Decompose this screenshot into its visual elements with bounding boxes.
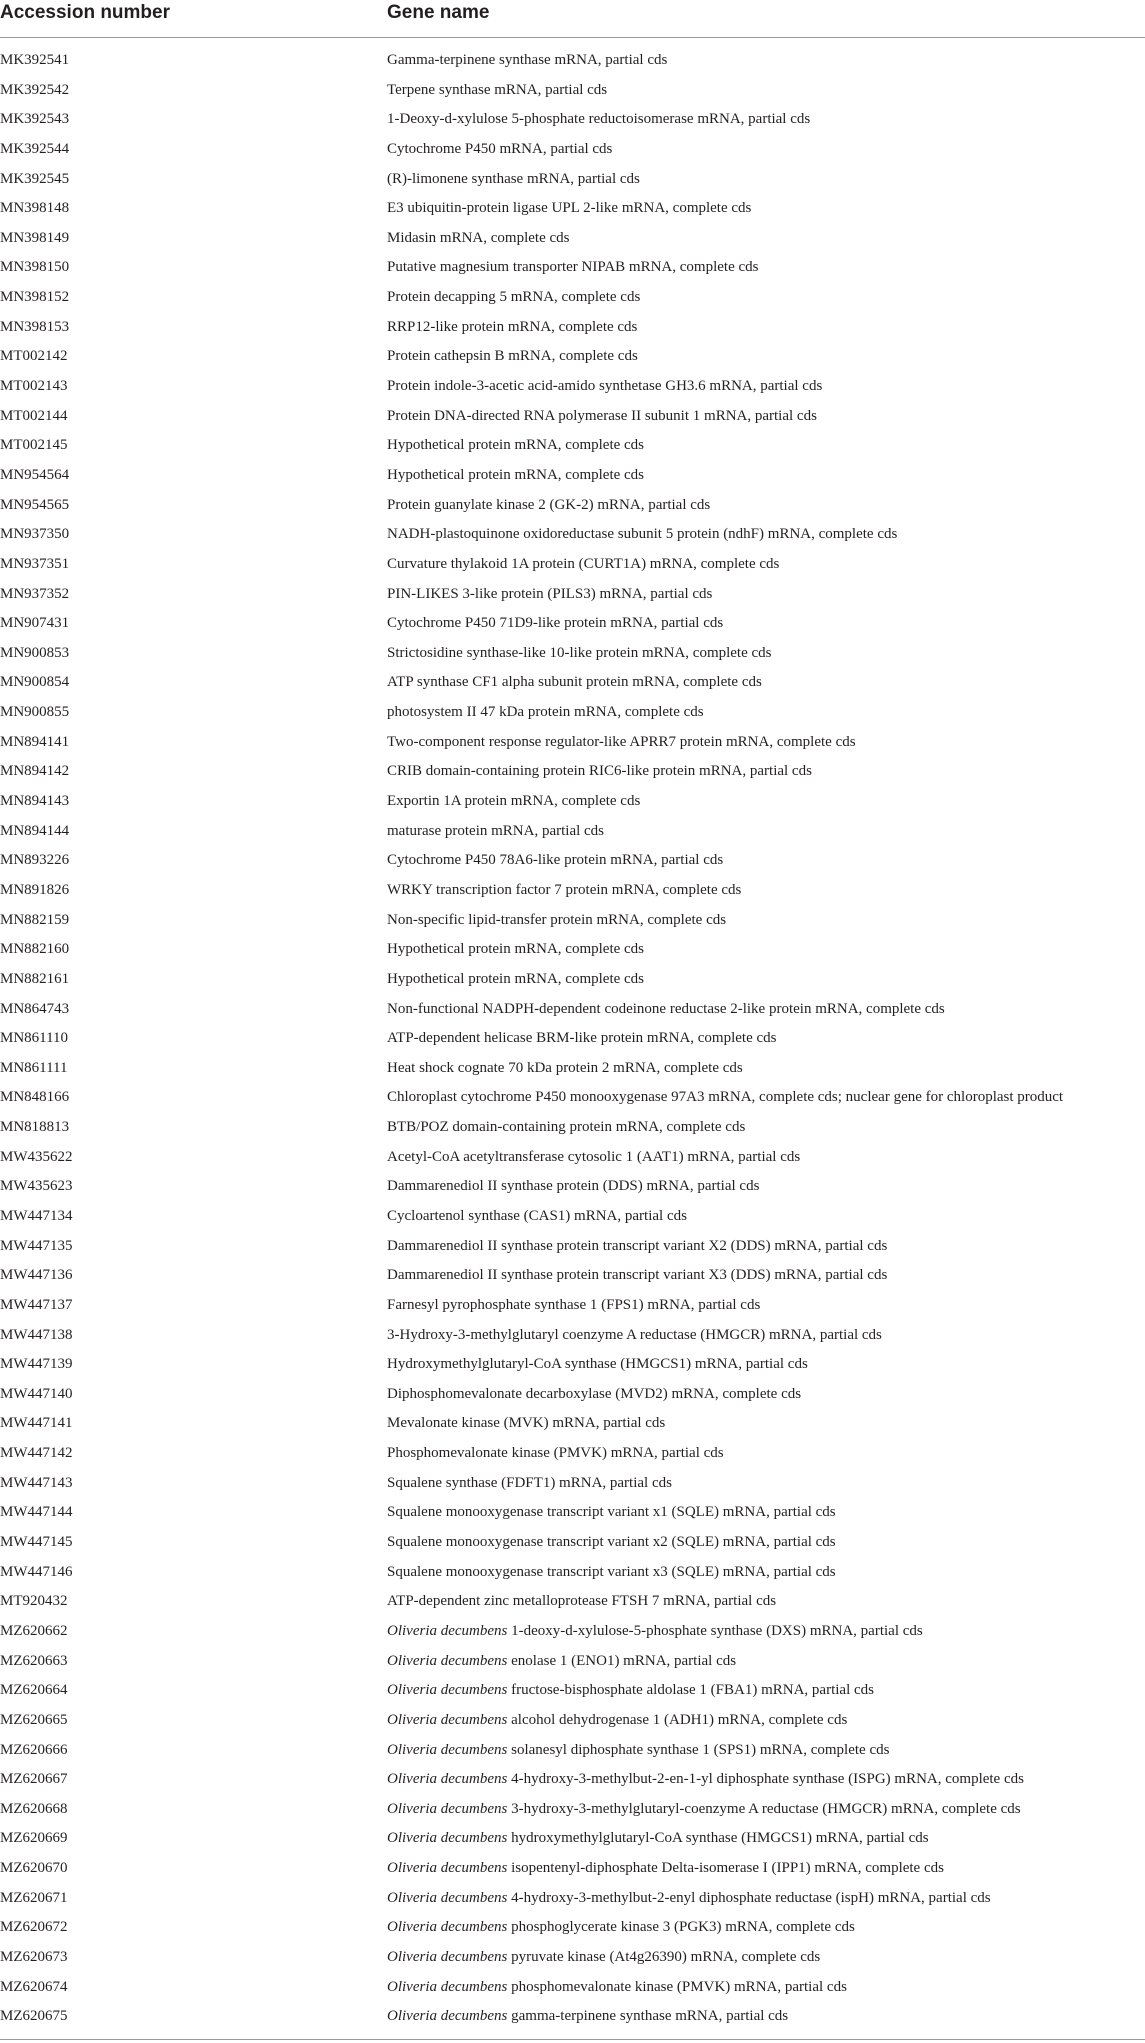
gene-description: gamma-terpinene synthase mRNA, partial cds [507, 2008, 789, 2025]
table-row [0, 1975, 1145, 2005]
gene-description: 4-hydroxy-3-methylbut-2-en-1-yl diphosphate synthase (ISPG) mRNA, complete cds [507, 1771, 1024, 1788]
gene-description: Squalene monooxygenase transcript variant x2 (SQLE) mRNA, partial cds [387, 1534, 836, 1551]
accession-number-cell: MN882161 [0, 970, 70, 987]
accession-number-cell: MZ620669 [0, 1830, 68, 1847]
accession-number-cell: MK392544 [0, 140, 70, 157]
table-row [0, 848, 1145, 878]
gene-name-cell [387, 1890, 991, 1907]
gene-name-cell [387, 704, 704, 721]
table-row [0, 1500, 1145, 1530]
gene-description: Putative magnesium transporter NIPAB mRNA, complete cds [387, 259, 759, 276]
table-row [0, 759, 1145, 789]
gene-name-cell [387, 645, 772, 662]
accession-number-cell: MN882160 [0, 941, 70, 958]
table-row [0, 344, 1145, 374]
gene-description: NADH-plastoquinone oxidoreductase subunit 5 protein (ndhF) mRNA, complete cds [387, 526, 898, 543]
species-name: Oliveria decumbens [387, 1741, 508, 1758]
accession-number-cell: MW447144 [0, 1504, 73, 1521]
accession-number-cell: MN900854 [0, 674, 70, 691]
gene-name-cell [387, 82, 607, 99]
accession-number-cell: MN398148 [0, 200, 70, 217]
gene-description: Dammarenediol II synthase protein transcript variant X3 (DDS) mRNA, partial cds [387, 1267, 888, 1284]
gene-description: pyruvate kinase (At4g26390) mRNA, complete cds [507, 1949, 821, 1965]
table-row [0, 670, 1145, 700]
accession-number-cell: MZ620671 [0, 1889, 68, 1906]
gene-description: PIN-LIKES 3-like protein (PILS3) mRNA, partial cds [387, 585, 713, 602]
table-row [0, 1026, 1145, 1056]
gene-description: maturase protein mRNA, partial cds [387, 822, 605, 839]
table-row [0, 1619, 1145, 1649]
gene-description: Squalene monooxygenase transcript variant x3 (SQLE) mRNA, partial cds [387, 1563, 836, 1580]
gene-name-cell [387, 348, 638, 365]
gene-description: Non-specific lipid-transfer protein mRNA, complete cds [387, 911, 727, 928]
gene-description: Terpene synthase mRNA, partial cds [387, 81, 608, 98]
gene-name-cell [387, 1445, 724, 1462]
gene-name-cell [387, 1682, 874, 1699]
gene-description: photosystem II 47 kDa protein mRNA, complete cds [387, 704, 704, 721]
accession-number-cell: MN818813 [0, 1119, 70, 1136]
accession-number-cell: MK392542 [0, 81, 70, 98]
table-row [0, 78, 1145, 108]
accession-number-cell: MT920432 [0, 1593, 68, 1610]
header-accession-number: Accession number [0, 2, 170, 23]
gene-name-cell [387, 852, 723, 869]
gene-name-cell [387, 1327, 882, 1344]
gene-name-cell [387, 1297, 760, 1314]
gene-description: Cytochrome P450 71D9-like protein mRNA, partial cds [387, 615, 724, 632]
accession-number-cell: MN937350 [0, 526, 70, 543]
table-row [0, 1085, 1145, 1115]
gene-name-cell [387, 674, 762, 691]
gene-description: Exportin 1A protein mRNA, complete cds [387, 793, 641, 810]
gene-description: Cytochrome P450 mRNA, partial cds [387, 140, 613, 157]
table-row [0, 1826, 1145, 1856]
gene-name-cell [387, 1475, 672, 1492]
accession-number-cell: MK392545 [0, 170, 70, 187]
accession-number-cell: MW447134 [0, 1207, 73, 1224]
gene-name-cell [387, 526, 897, 543]
accession-number-cell: MW447146 [0, 1563, 73, 1580]
gene-description: 1-deoxy-d-xylulose-5-phosphate synthase (DXS) mRNA, partial cds [507, 1622, 923, 1639]
gene-name-cell [387, 111, 810, 128]
gene-description: Strictosidine synthase-like 10-like protein mRNA, complete cds [387, 644, 772, 661]
gene-name-cell [387, 823, 604, 840]
accession-number-cell: MN848166 [0, 1089, 70, 1106]
accession-number-cell: MZ620663 [0, 1652, 68, 1669]
gene-name-cell [387, 1830, 929, 1847]
gene-description: Protein indole-3-acetic acid-amido synthetase GH3.6 mRNA, partial cds [387, 378, 823, 395]
gene-name-cell [387, 52, 667, 69]
accession-number-cell: MK392543 [0, 111, 70, 128]
accession-number-cell: MN894144 [0, 822, 70, 839]
table-header [0, 0, 1145, 38]
gene-name-cell [387, 259, 758, 276]
table-row [0, 611, 1145, 641]
gene-name-cell [387, 171, 640, 188]
gene-description: Dammarenediol II synthase protein transcript variant X2 (DDS) mRNA, partial cds [387, 1237, 888, 1254]
gene-description: Hypothetical protein mRNA, complete cds [387, 941, 645, 958]
table-row [0, 967, 1145, 997]
gene-name-cell [387, 1949, 820, 1966]
table-row [0, 1797, 1145, 1827]
table-row [0, 1886, 1145, 1916]
accession-number-cell: MN398150 [0, 259, 70, 276]
gene-name-cell [387, 1771, 1024, 1788]
table-row [0, 137, 1145, 167]
accession-number-cell: MZ620664 [0, 1682, 68, 1699]
gene-name-cell [387, 1001, 945, 1018]
table-row [0, 522, 1145, 552]
species-name: Oliveria decumbens [387, 1860, 508, 1877]
gene-description: Farnesyl pyrophosphate synthase 1 (FPS1) mRNA, partial cds [387, 1296, 761, 1313]
table-row [0, 1530, 1145, 1560]
gene-description: Protein DNA-directed RNA polymerase II subunit 1 mRNA, partial cds [387, 407, 817, 424]
gene-description: Hydroxymethylglutaryl-CoA synthase (HMGCS1) mRNA, partial cds [387, 1356, 808, 1373]
table-row [0, 1738, 1145, 1768]
gene-description: Hypothetical protein mRNA, complete cds [387, 466, 645, 483]
gene-name-cell [387, 912, 726, 929]
gene-description: BTB/POZ domain-containing protein mRNA, complete cds [387, 1119, 746, 1136]
table-row [0, 1471, 1145, 1501]
gene-name-cell [387, 2008, 788, 2025]
gene-name-cell [387, 497, 710, 514]
accession-number-cell: MT002144 [0, 407, 68, 424]
species-name: Oliveria decumbens [387, 2008, 508, 2025]
accession-number-cell: MN954565 [0, 496, 70, 513]
table-row [0, 1678, 1145, 1708]
table-row [0, 315, 1145, 345]
gene-description: enolase 1 (ENO1) mRNA, partial cds [507, 1652, 737, 1669]
table-row [0, 1056, 1145, 1086]
gene-name-cell [387, 1178, 759, 1195]
table-row [0, 1411, 1145, 1441]
accession-number-cell: MW447138 [0, 1326, 73, 1343]
header-gene-name: Gene name [387, 2, 490, 23]
gene-name-cell [387, 586, 712, 603]
gene-description: Chloroplast cytochrome P450 monooxygenase 97A3 mRNA, complete cds; nuclear gene for chloroplast product [387, 1089, 1064, 1106]
gene-name-cell [387, 1089, 1063, 1106]
table-row [0, 819, 1145, 849]
gene-name-cell [387, 1356, 808, 1373]
table-bottom-rule [0, 2039, 1145, 2040]
species-name: Oliveria decumbens [387, 1978, 508, 1995]
table-row [0, 582, 1145, 612]
accession-number-cell: MZ620662 [0, 1622, 68, 1639]
accession-number-cell: MN894143 [0, 793, 70, 810]
gene-name-cell [387, 1208, 687, 1225]
gene-name-cell [387, 763, 812, 780]
table-row [0, 196, 1145, 226]
table-row [0, 1589, 1145, 1619]
gene-name-cell [387, 941, 644, 958]
gene-description: solanesyl diphosphate synthase 1 (SPS1) mRNA, complete cds [507, 1741, 890, 1758]
gene-description: Hypothetical protein mRNA, complete cds [387, 437, 645, 454]
accession-number-cell: MK392541 [0, 52, 70, 68]
accession-number-cell: MW447137 [0, 1296, 73, 1313]
gene-name-cell [387, 1415, 665, 1432]
accession-number-cell: MN893226 [0, 852, 70, 869]
gene-description: 4-hydroxy-3-methylbut-2-enyl diphosphate reductase (ispH) mRNA, partial cds [507, 1889, 991, 1906]
gene-description: Dammarenediol II synthase protein (DDS) mRNA, partial cds [387, 1178, 760, 1195]
table-row [0, 1352, 1145, 1382]
table-row [0, 374, 1145, 404]
species-name: Oliveria decumbens [387, 1652, 508, 1669]
gene-name-cell [387, 467, 644, 484]
table-row [0, 878, 1145, 908]
table-row [0, 908, 1145, 938]
gene-description: (R)-limonene synthase mRNA, partial cds [387, 170, 640, 187]
table-row [0, 167, 1145, 197]
table-row [0, 789, 1145, 819]
gene-name-cell [387, 1060, 743, 1077]
species-name: Oliveria decumbens [387, 1889, 508, 1906]
table-row [0, 255, 1145, 285]
accession-number-cell: MZ620673 [0, 1949, 68, 1965]
gene-name-cell [387, 1979, 847, 1996]
accession-number-cell: MN398149 [0, 229, 70, 246]
accession-number-cell: MZ620668 [0, 1800, 68, 1817]
gene-name-cell [387, 615, 723, 632]
accession-number-cell: MN398153 [0, 318, 70, 335]
species-name: Oliveria decumbens [387, 1622, 508, 1639]
gene-description: 3-hydroxy-3-methylglutaryl-coenzyme A reductase (HMGCR) mRNA, complete cds [507, 1800, 1021, 1817]
accession-number-cell: MN937351 [0, 555, 70, 572]
gene-description: Midasin mRNA, complete cds [387, 229, 570, 246]
gene-description: WRKY transcription factor 7 protein mRNA, complete cds [387, 881, 742, 898]
accession-number-cell: MZ620670 [0, 1860, 68, 1877]
gene-name-cell [387, 556, 779, 573]
accession-number-cell: MW447141 [0, 1415, 73, 1432]
species-name: Oliveria decumbens [387, 1682, 508, 1699]
accession-number-cell: MT002142 [0, 348, 68, 365]
gene-description: E3 ubiquitin-protein ligase UPL 2-like mRNA, complete cds [387, 200, 752, 217]
accession-number-cell: MW447135 [0, 1237, 73, 1254]
gene-description: Cycloartenol synthase (CAS1) mRNA, partial cds [387, 1207, 687, 1224]
gene-name-cell [387, 1386, 801, 1403]
gene-description: isopentenyl-diphosphate Delta-isomerase I (IPP1) mRNA, complete cds [507, 1860, 944, 1877]
table-row [0, 700, 1145, 730]
gene-description: fructose-bisphosphate aldolase 1 (FBA1) mRNA, partial cds [507, 1682, 874, 1699]
gene-description: Cytochrome P450 78A6-like protein mRNA, partial cds [387, 852, 724, 869]
accession-number-cell: MZ620675 [0, 2008, 68, 2025]
accession-number-cell: MN954564 [0, 466, 70, 483]
table-row [0, 1560, 1145, 1590]
gene-name-cell [387, 1267, 887, 1284]
gene-description: Protein cathepsin B mRNA, complete cds [387, 348, 638, 365]
accession-number-cell: MW447142 [0, 1445, 73, 1462]
table-row [0, 107, 1145, 137]
gene-description: Mevalonate kinase (MVK) mRNA, partial cds [387, 1415, 666, 1432]
gene-description: Protein guanylate kinase 2 (GK-2) mRNA, partial cds [387, 496, 711, 513]
accession-number-cell: MT002145 [0, 437, 68, 454]
species-name: Oliveria decumbens [387, 1711, 508, 1728]
table-row [0, 1945, 1145, 1975]
gene-name-cell [387, 882, 741, 899]
table-row [0, 997, 1145, 1027]
gene-name-cell [387, 1534, 836, 1551]
species-name: Oliveria decumbens [387, 1800, 508, 1817]
accession-number-cell: MN894142 [0, 763, 70, 780]
gene-name-cell [387, 1564, 836, 1581]
gene-description: CRIB domain-containing protein RIC6-like protein mRNA, partial cds [387, 763, 812, 780]
gene-name-cell [387, 1623, 923, 1640]
gene-description: ATP-dependent helicase BRM-like protein mRNA, complete cds [387, 1030, 777, 1047]
gene-description: Curvature thylakoid 1A protein (CURT1A) mRNA, complete cds [387, 555, 780, 572]
species-name: Oliveria decumbens [387, 1771, 508, 1788]
table-row [0, 1915, 1145, 1945]
table-body [0, 48, 1145, 2034]
gene-description: 3-Hydroxy-3-methylglutaryl coenzyme A reductase (HMGCR) mRNA, partial cds [387, 1326, 882, 1343]
gene-description: Two-component response regulator-like APRR7 protein mRNA, complete cds [387, 733, 856, 750]
accession-number-cell: MN861111 [0, 1059, 68, 1076]
gene-name-cell [387, 378, 822, 395]
accession-number-cell: MN900855 [0, 704, 70, 721]
gene-name-cell [387, 1801, 1021, 1818]
gene-name-cell [387, 1860, 944, 1877]
accession-number-cell: MZ620665 [0, 1711, 68, 1728]
gene-name-cell [387, 793, 640, 810]
table-row [0, 1856, 1145, 1886]
table-row [0, 641, 1145, 671]
gene-name-cell [387, 1742, 889, 1759]
table-row [0, 285, 1145, 315]
accession-number-cell: MW435622 [0, 1148, 73, 1165]
table-row [0, 552, 1145, 582]
gene-name-cell [387, 437, 644, 454]
gene-name-cell [387, 1030, 777, 1047]
table-row [0, 404, 1145, 434]
accession-number-cell: MN907431 [0, 615, 70, 632]
gene-name-cell [387, 1119, 745, 1136]
accession-number-cell: MZ620667 [0, 1771, 68, 1788]
accession-number-cell: MZ620666 [0, 1741, 68, 1758]
table-row [0, 463, 1145, 493]
table-row [0, 1145, 1145, 1175]
accession-number-cell: MN861110 [0, 1030, 69, 1047]
accession-number-cell: MZ620674 [0, 1978, 68, 1995]
table-row [0, 1263, 1145, 1293]
table-row [0, 1115, 1145, 1145]
table-row [0, 1708, 1145, 1738]
table-row [0, 1441, 1145, 1471]
table-row [0, 1382, 1145, 1412]
gene-name-cell [387, 734, 856, 751]
gene-description: alcohol dehydrogenase 1 (ADH1) mRNA, complete cds [507, 1711, 848, 1728]
table-row [0, 1293, 1145, 1323]
gene-name-cell [387, 408, 817, 425]
gene-name-cell [387, 1919, 855, 1936]
gene-name-cell [387, 1653, 736, 1670]
gene-name-cell [387, 200, 751, 217]
gene-description: Squalene monooxygenase transcript variant x1 (SQLE) mRNA, partial cds [387, 1504, 836, 1521]
gene-name-cell [387, 1149, 800, 1166]
gene-name-cell [387, 1238, 887, 1255]
gene-name-cell [387, 319, 637, 336]
gene-description: Protein decapping 5 mRNA, complete cds [387, 289, 641, 306]
accession-number-cell: MN891826 [0, 881, 70, 898]
accession-number-cell: MN864743 [0, 1000, 70, 1017]
gene-description: phosphomevalonate kinase (PMVK) mRNA, partial cds [507, 1978, 847, 1995]
table-row [0, 226, 1145, 256]
accession-number-cell: MN894141 [0, 733, 70, 750]
table-row [0, 2004, 1145, 2034]
gene-name-cell [387, 971, 644, 988]
gene-description: Diphosphomevalonate decarboxylase (MVD2) mRNA, complete cds [387, 1385, 802, 1402]
accession-number-cell: MW447139 [0, 1356, 73, 1373]
accession-number-cell: MN900853 [0, 644, 70, 661]
gene-description: hydroxymethylglutaryl-CoA synthase (HMGCS1) mRNA, partial cds [507, 1830, 929, 1847]
accession-number-cell: MT002143 [0, 378, 68, 395]
gene-name-cell [387, 230, 569, 247]
gene-description: ATP-dependent zinc metalloprotease FTSH 7 mRNA, partial cds [387, 1593, 777, 1610]
accession-number-cell: MN398152 [0, 289, 70, 306]
gene-description: ATP synthase CF1 alpha subunit protein mRNA, complete cds [387, 674, 762, 691]
gene-description: RRP12-like protein mRNA, complete cds [387, 318, 638, 335]
accession-number-cell: MW435623 [0, 1178, 73, 1195]
table-row [0, 730, 1145, 760]
table-row [0, 1323, 1145, 1353]
table-row [0, 48, 1145, 78]
accession-number-cell: MW447140 [0, 1385, 73, 1402]
accession-number-cell: MN937352 [0, 585, 70, 602]
accession-number-cell: MW447143 [0, 1474, 73, 1491]
gene-description: Hypothetical protein mRNA, complete cds [387, 970, 645, 987]
gene-name-cell [387, 1504, 836, 1521]
gene-name-cell [387, 289, 640, 306]
gene-description: Gamma-terpinene synthase mRNA, partial cds [387, 52, 668, 68]
gene-name-cell [387, 1593, 776, 1610]
table-row [0, 1204, 1145, 1234]
gene-name-cell [387, 1712, 847, 1729]
gene-description: Non-functional NADPH-dependent codeinone reductase 2-like protein mRNA, complete cds [387, 1000, 945, 1017]
gene-description: 1-Deoxy-d-xylulose 5-phosphate reductoisomerase mRNA, partial cds [387, 111, 811, 128]
gene-description: Heat shock cognate 70 kDa protein 2 mRNA, complete cds [387, 1059, 743, 1076]
gene-name-cell [387, 141, 612, 158]
gene-description: Phosphomevalonate kinase (PMVK) mRNA, partial cds [387, 1445, 724, 1462]
table-row [0, 433, 1145, 463]
gene-description: Squalene synthase (FDFT1) mRNA, partial cds [387, 1474, 672, 1491]
accession-number-cell: MW447145 [0, 1534, 73, 1551]
gene-description: phosphoglycerate kinase 3 (PGK3) mRNA, complete cds [507, 1919, 855, 1936]
table-row [0, 1234, 1145, 1264]
table-row [0, 493, 1145, 523]
species-name: Oliveria decumbens [387, 1830, 508, 1847]
gene-description: Acetyl-CoA acetyltransferase cytosolic 1 (AAT1) mRNA, partial cds [387, 1148, 801, 1165]
table-row [0, 1767, 1145, 1797]
species-name: Oliveria decumbens [387, 1949, 508, 1965]
accession-number-cell: MZ620672 [0, 1919, 68, 1936]
accession-number-cell: MN882159 [0, 911, 70, 928]
table-row [0, 1649, 1145, 1679]
table-row [0, 937, 1145, 967]
species-name: Oliveria decumbens [387, 1919, 508, 1936]
accession-number-cell: MW447136 [0, 1267, 73, 1284]
table-row [0, 1174, 1145, 1204]
